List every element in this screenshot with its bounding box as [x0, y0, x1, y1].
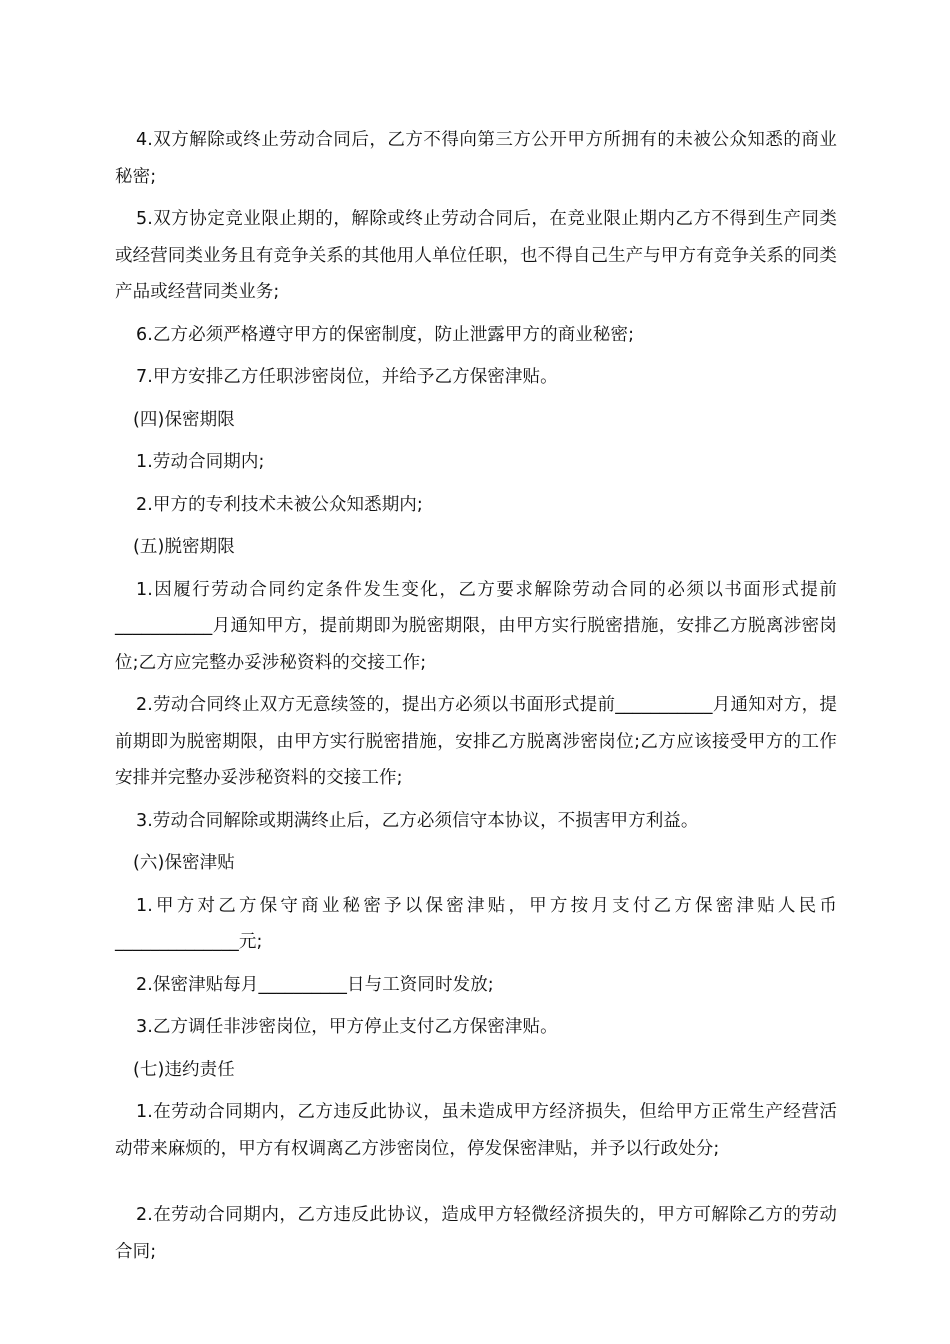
- section-heading-declassification-period: (五)脱密期限: [133, 537, 235, 557]
- allowance-item-2: 2.保密津贴每月__________日与工资同时发放;: [136, 974, 494, 995]
- section-heading-confidentiality-period: (四)保密期限: [133, 409, 235, 430]
- section-heading-liability: (七)违约责任: [133, 1059, 235, 1080]
- allowance-item-1: 1.甲方对乙方保守商业秘密予以保密津贴，甲方按月支付乙方保密津贴人民币______________元;: [115, 895, 837, 952]
- liability-item-1: 1.在劳动合同期内，乙方违反此协议，虽未造成甲方经济损失，但给甲方正常生产经营活动带来麻烦的，甲方有权调离乙方涉密岗位，停发保密津贴，并予以行政处分;: [115, 1102, 837, 1159]
- clause-4-no-disclosure: 4.双方解除或终止劳动合同后，乙方不得向第三方公开甲方所拥有的未被公众知悉的商业秘密;: [115, 130, 837, 187]
- document-page: [115, 122, 837, 1276]
- period-item-1: 1.劳动合同期内;: [136, 452, 265, 472]
- clause-5-non-compete: 5.双方协定竞业限止期的，解除或终止劳动合同后，在竞业限止期内乙方不得到生产同类或经营同类业务且有竞争关系的其他用人单位任职，也不得自己生产与甲方有竞争关系的同类产品或经营同类业务;: [115, 209, 837, 302]
- liability-item-2: 2.在劳动合同期内，乙方违反此协议，造成甲方轻微经济损失的，甲方可解除乙方的劳动合同;: [115, 1205, 837, 1262]
- clause-6-confidentiality-rules: 6.乙方必须严格遵守甲方的保密制度，防止泄露甲方的商业秘密;: [136, 324, 635, 345]
- clause-7-confidential-allowance: 7.甲方安排乙方任职涉密岗位，并给予乙方保密津贴。: [136, 367, 558, 387]
- period-item-2: 2.甲方的专利技术未被公众知悉期内;: [136, 494, 423, 515]
- declassification-item-3: 3.劳动合同解除或期满终止后，乙方必须信守本协议，不损害甲方利益。: [136, 810, 699, 831]
- allowance-item-3: 3.乙方调任非涉密岗位，甲方停止支付乙方保密津贴。: [136, 1017, 558, 1037]
- declassification-item-2: 2.劳动合同终止双方无意续签的，提出方必须以书面形式提前___________月通知对方，提前期即为脱密期限，由甲方实行脱密措施，安排乙方脱离涉密岗位;乙方应该接受甲方的工作安排并完整办妥涉秘资料的交接工作;: [115, 695, 837, 788]
- section-heading-confidentiality-allowance: (六)保密津贴: [133, 853, 235, 873]
- declassification-item-1: 1.因履行劳动合同约定条件发生变化，乙方要求解除劳动合同的必须以书面形式提前___________月通知甲方，提前期即为脱密期限，由甲方实行脱密措施，安排乙方脱离涉密岗位;乙方应完整办妥涉秘资料的交接工作;: [115, 579, 837, 673]
